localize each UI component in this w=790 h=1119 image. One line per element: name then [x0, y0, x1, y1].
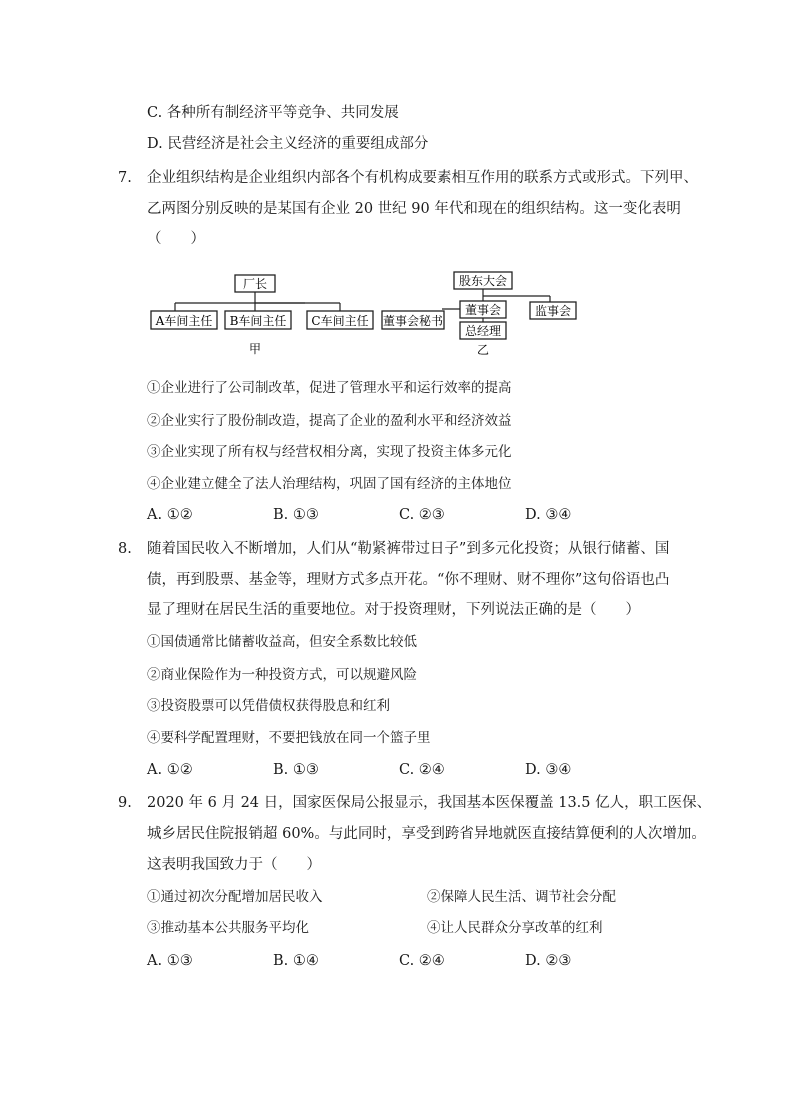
yi-top-label: 股东大会 [458, 274, 508, 288]
q7-choice-b[interactable]: B. ①③ [273, 507, 319, 523]
q8-statement-1: ①国债通常比储蓄收益高，但安全系数比较低 [147, 634, 417, 650]
jia-child-a: A车间主任 [155, 314, 213, 328]
q7-choice-a[interactable]: A. ①② [147, 507, 193, 523]
question-7-text-line2: 乙两图分别反映的是某国有企业 20 世纪 90 年代和现在的组织结构。这一变化表明 [147, 201, 681, 217]
yi-caption: 乙 [476, 343, 490, 357]
option-d: D. 民营经济是社会主义经济的重要组成部分 [147, 136, 429, 152]
yi-board: 董事会 [464, 303, 502, 317]
org-chart-yi [380, 266, 580, 358]
q8-statement-3: ③投资股票可以凭借债权获得股息和红利 [147, 698, 390, 714]
q7-choice-c[interactable]: C. ②③ [399, 507, 445, 523]
q8-statement-2: ②商业保险作为一种投资方式，可以规避风险 [147, 667, 417, 683]
question-7-text-line1: 企业组织结构是企业组织内部各个有机构成要素相互作用的联系方式或形式。下列甲、 [147, 170, 698, 186]
q8-choices [147, 760, 747, 780]
question-9-text-line2: 城乡居民住院报销超 60%。与此同时，享受到跨省异地就医直接结算便利的人次增加。 [147, 826, 706, 842]
yi-secretary: 董事会秘书 [382, 314, 444, 328]
q7-statement-1: ①企业进行了公司制改革，促进了管理水平和运行效率的提高 [147, 380, 512, 396]
jia-child-b: B车间主任 [229, 314, 287, 328]
q9-statement-3: ③推动基本公共服务平均化 [147, 920, 309, 936]
q8-choice-d[interactable]: D. ③④ [525, 762, 572, 778]
option-c: C. 各种所有制经济平等竞争、共同发展 [147, 105, 399, 121]
q7-statement-3: ③企业实现了所有权与经营权相分离，实现了投资主体多元化 [147, 444, 512, 460]
q7-statement-4: ④企业建立健全了法人治理结构，巩固了国有经济的主体地位 [147, 476, 512, 492]
q8-choice-c[interactable]: C. ②④ [399, 762, 445, 778]
jia-caption: 甲 [248, 342, 262, 356]
question-9-text-line3: 这表明我国致力于（ ） [147, 857, 321, 873]
q8-choice-a[interactable]: A. ①② [147, 762, 193, 778]
q9-choice-d[interactable]: D. ②③ [525, 953, 572, 969]
q8-statement-4: ④要科学配置理财，不要把钱放在同一个篮子里 [147, 730, 431, 746]
yi-supervisor: 监事会 [534, 304, 572, 318]
q9-statement-4: ④让人民群众分享改革的红利 [427, 920, 603, 936]
question-8-text-line3: 显了理财在居民生活的重要地位。对于投资理财，下列说法正确的是（ ） [147, 602, 640, 618]
q9-statements-row2 [147, 918, 747, 938]
q9-choices [147, 951, 747, 971]
question-9-text-line1: 2020 年 6 月 24 日，国家医保局公报显示，我国基本医保覆盖 13.5 亿人，职工医保、 [147, 795, 712, 811]
q7-choices [147, 505, 747, 525]
question-9-number: 9. [118, 795, 132, 811]
q9-choice-c[interactable]: C. ②④ [399, 953, 445, 969]
question-8-text-line1: 随着国民收入不断增加，人们从“勒紧裤带过日子”到多元化投资；从银行储蓄、国 [147, 541, 670, 557]
question-7-number: 7. [118, 170, 132, 186]
q7-statement-2: ②企业实行了股份制改造，提高了企业的盈利水平和经济效益 [147, 413, 512, 429]
org-chart-jia-boxes [145, 268, 385, 358]
question-7-blank: （ ） [147, 231, 205, 247]
q8-choice-b[interactable]: B. ①③ [273, 762, 319, 778]
q9-choice-b[interactable]: B. ①④ [273, 953, 319, 969]
question-8-text-line2: 债，再到股票、基金等，理财方式多点开花。“你不理财、财不理你”这句俗语也凸 [147, 572, 670, 588]
yi-manager: 总经理 [464, 324, 502, 338]
q9-statement-2: ②保障人民生活、调节社会分配 [427, 889, 616, 905]
q9-statement-1: ①通过初次分配增加居民收入 [147, 889, 323, 905]
jia-child-c: C车间主任 [311, 314, 369, 328]
jia-top-label: 厂长 [242, 277, 268, 291]
q7-choice-d[interactable]: D. ③④ [525, 507, 572, 523]
q9-statements-row1 [147, 887, 747, 907]
q9-choice-a[interactable]: A. ①③ [147, 953, 193, 969]
question-8-number: 8. [118, 541, 132, 557]
